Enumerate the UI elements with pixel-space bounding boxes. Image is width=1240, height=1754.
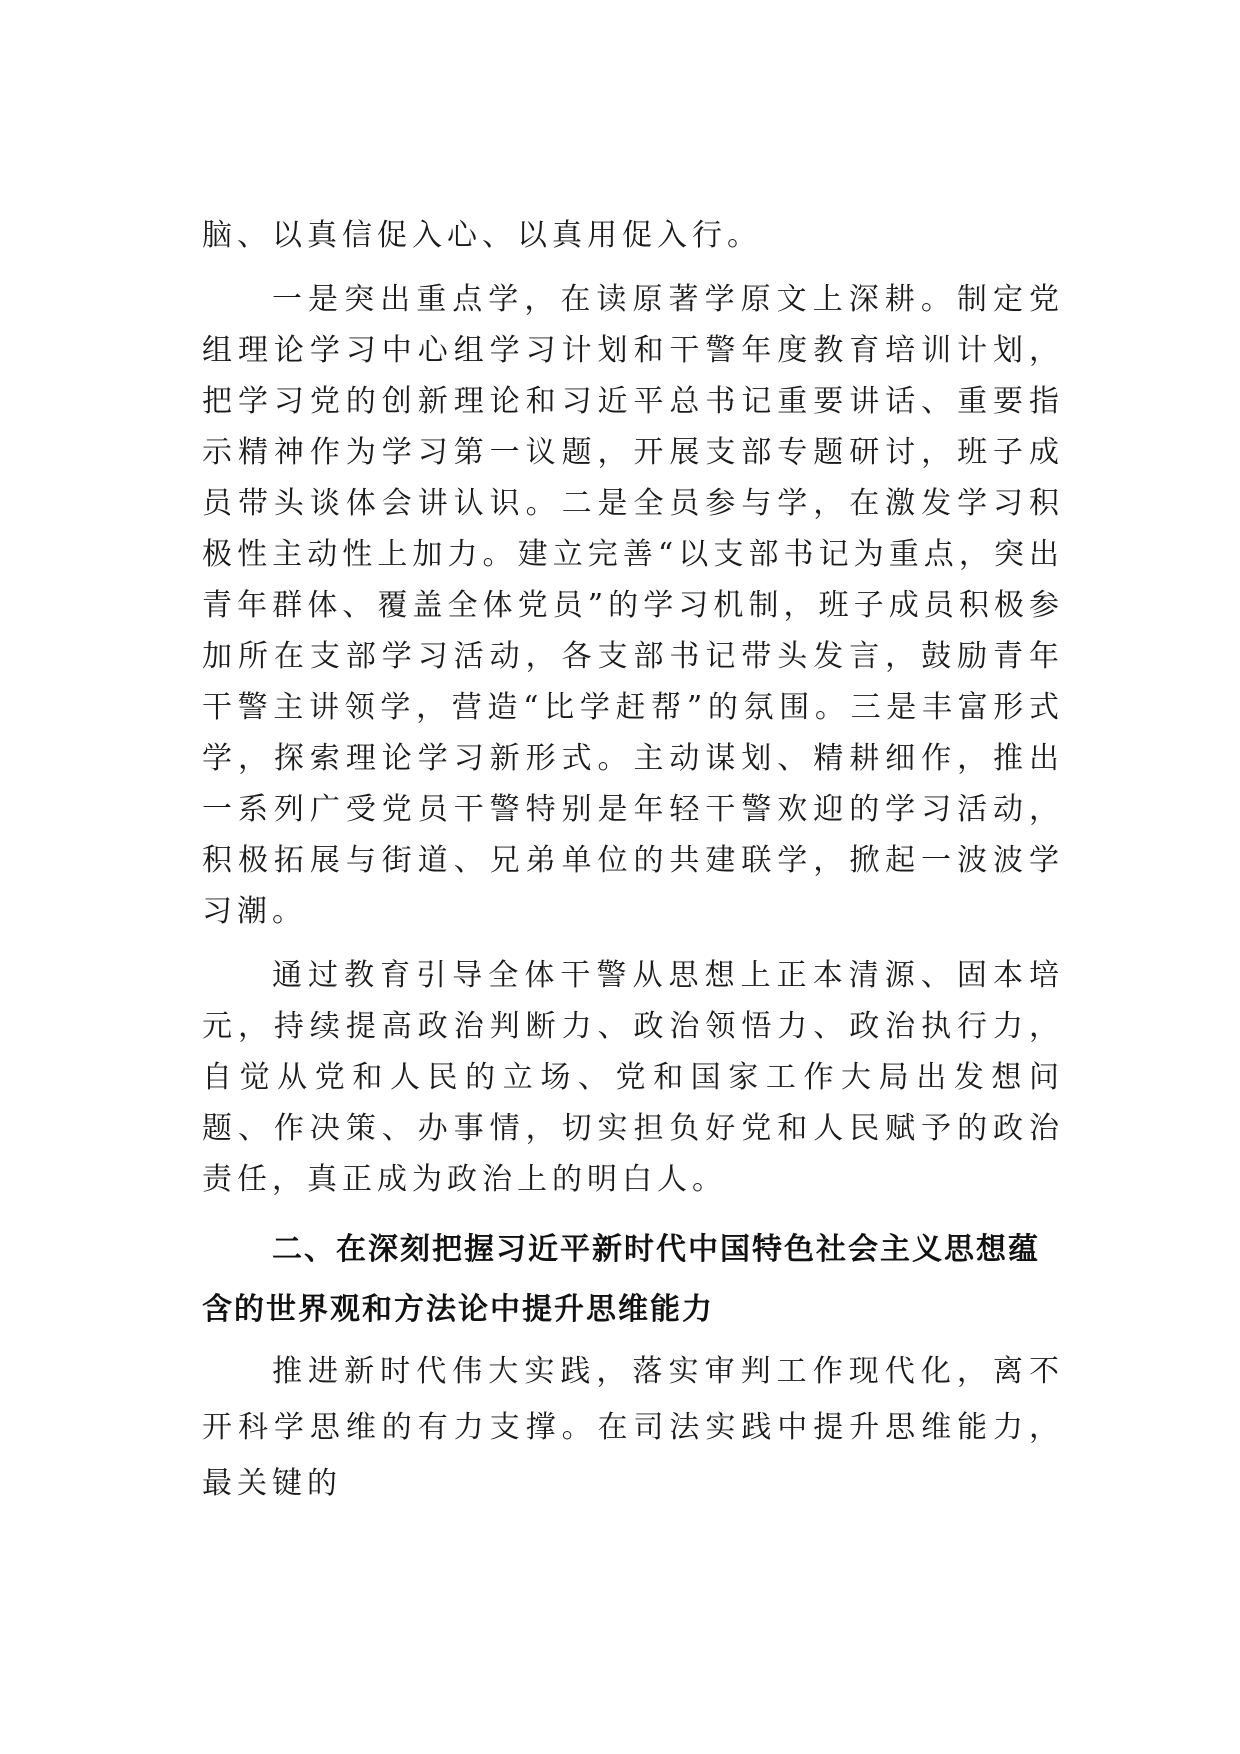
section-heading: 二、在深刻把握习近平新时代中国特色社会主义思想蕴含的世界观和方法论中提升思维能力 (202, 1232, 1040, 1327)
paragraph-thinking-ability: 推进新时代伟大实践，落实审判工作现代化，离不开科学思维的有力支撑。在司法实践中提升思维能力，最关键的 (202, 1354, 1064, 1501)
paragraph-continuation: 脑、以真信促入心、以真用促入行。 (202, 218, 762, 253)
paragraph-education-outcome: 通过教育引导全体干警从思想上正本清源、固本培元，持续提高政治判断力、政治领悟力、政治执行力，自觉从党和人民的立场、党和国家工作大局出发想问题、作决策、办事情，切实担负好党和人民赋予的政治责任，真正成为政治上的明白人。 (202, 958, 1064, 1197)
document-body (202, 210, 1064, 1512)
paragraph-study-measures: 一是突出重点学，在读原著学原文上深耕。制定党组理论学习中心组学习计划和干警年度教育培训计划，把学习党的创新理论和习近平总书记重要讲话、重要指示精神作为学习第一议题，开展支部专题研讨，班子成员带头谈体会讲认识。二是全员参与学，在激发学习积极性主动性上加力。建立完善“以支部书记为重点，突出青年群体、覆盖全体党员”的学习机制，班子成员积极参加所在支部学习活动，各支部书记带头发言，鼓励青年干警主讲领学，营造“比学赶帮”的氛围。三是丰富形式学，探索理论学习新形式。主动谋划、精耕细作，推出一系列广受党员干警特别是年轻干警欢迎的学习活动，积极拓展与街道、兄弟单位的共建联学，掀起一波波学习潮。 (202, 282, 1064, 929)
